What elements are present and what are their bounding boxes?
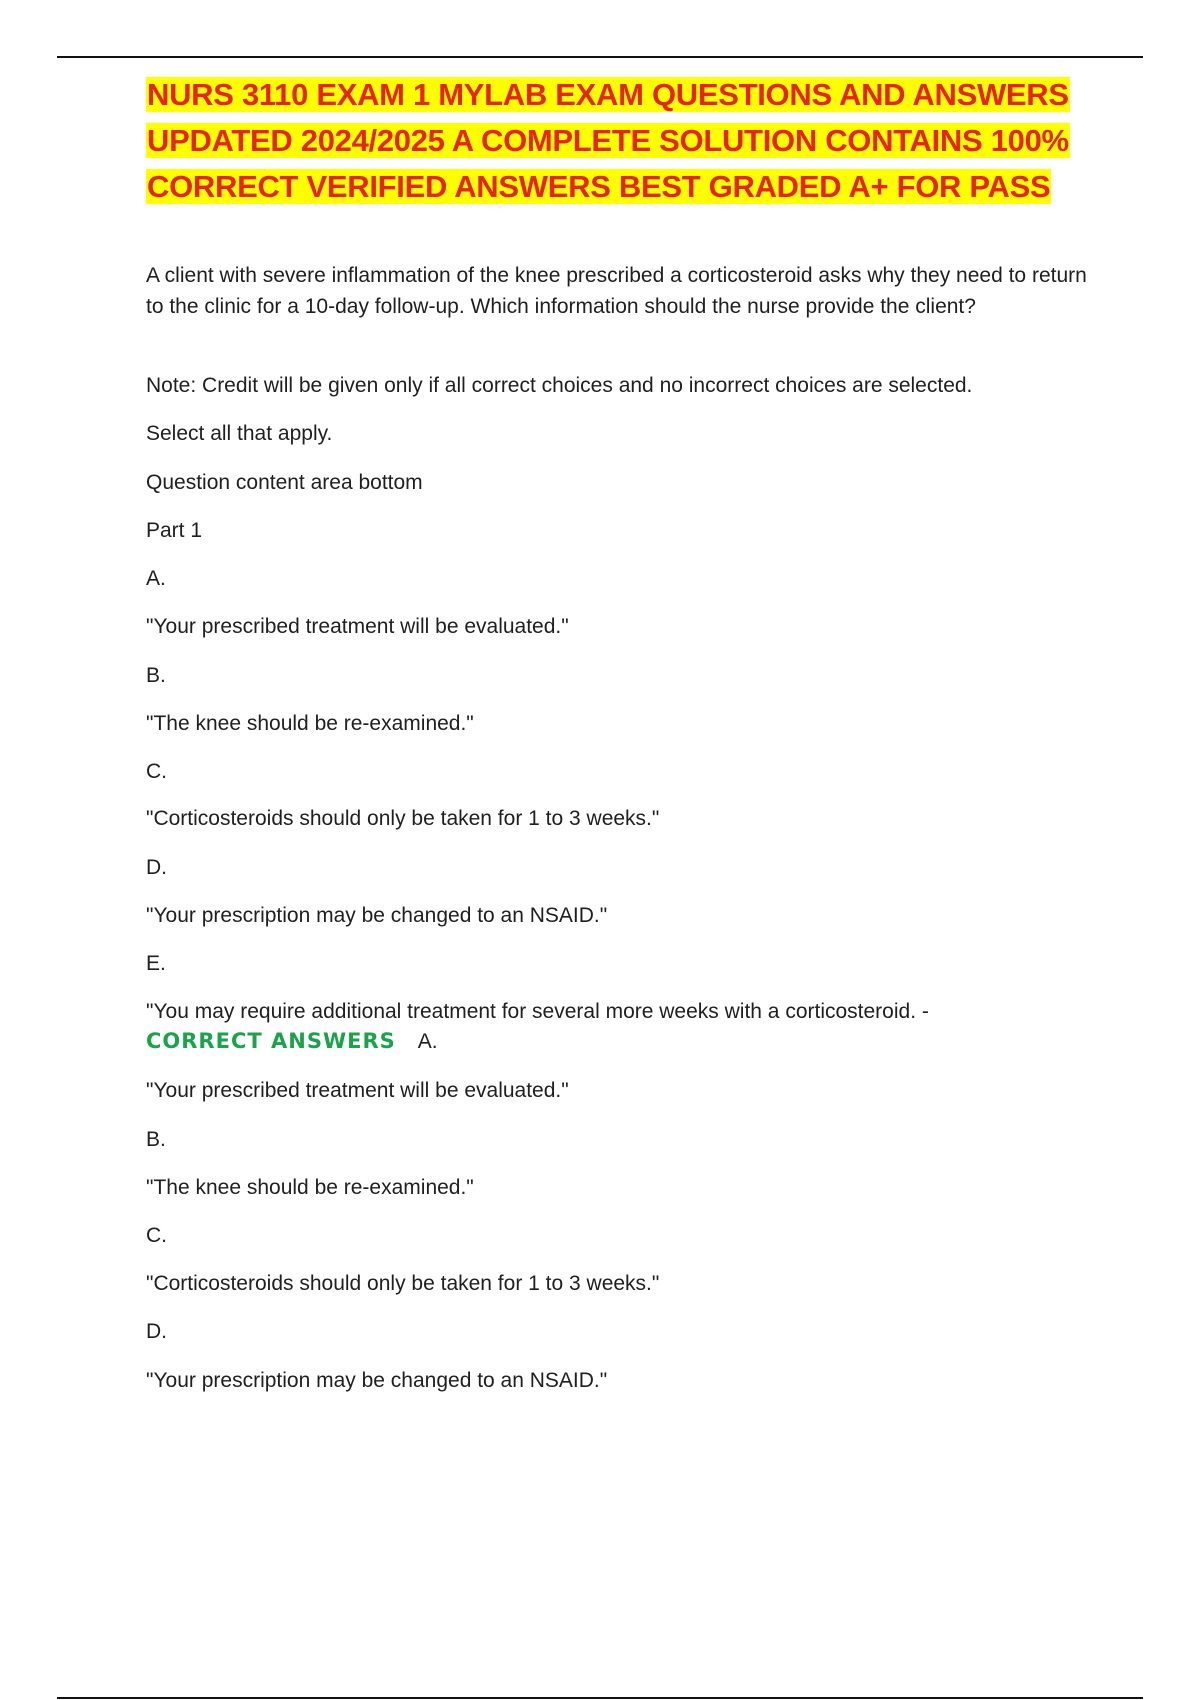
- instruction-text: Select all that apply.: [146, 422, 333, 445]
- bottom-rule: [57, 1697, 1143, 1699]
- option-letter-e: E.: [146, 952, 166, 975]
- option-text-c: "Corticosteroids should only be taken for 1 to 3 weeks.": [146, 807, 660, 830]
- answer-text-c: "Corticosteroids should only be taken for 1 to 3 weeks.": [146, 1272, 660, 1295]
- answer-letter-d: D.: [146, 1320, 167, 1343]
- answer-letter-a: A.: [417, 1030, 438, 1053]
- title-highlight: NURS 3110 EXAM 1 MYLAB EXAM QUESTIONS AND ANSWERS UPDATED 2024/2025 A COMPLETE SOLUTION CONTAINS 100% CORRECT VERIFIED ANSWERS BEST GRADED A+ FOR PASS: [147, 77, 1069, 204]
- answer-text-a: "Your prescribed treatment will be evaluated.": [146, 1079, 569, 1102]
- part-label: Part 1: [146, 519, 203, 542]
- note-text: Note: Credit will be given only if all correct choices and no incorrect choices are selected.: [146, 374, 973, 397]
- option-letter-c: C.: [146, 760, 167, 783]
- area-label: Question content area bottom: [146, 471, 423, 494]
- answer-letter-c: C.: [146, 1224, 167, 1247]
- correct-answers-line: [146, 1027, 438, 1056]
- answer-letter-b: B.: [146, 1128, 166, 1151]
- document-body: [146, 72, 1096, 322]
- option-text-d: "Your prescription may be changed to an NSAID.": [146, 904, 608, 927]
- option-letter-b: B.: [146, 664, 166, 687]
- option-text-e: "You may require additional treatment for several more weeks with a corticosteroid. -: [146, 1000, 929, 1023]
- option-text-a: "Your prescribed treatment will be evaluated.": [146, 615, 569, 638]
- correct-answers-label: CORRECT ANSWERS: [146, 1029, 396, 1053]
- document-title: [146, 72, 1096, 210]
- option-letter-d: D.: [146, 856, 167, 879]
- answer-text-d: "Your prescription may be changed to an NSAID.": [146, 1369, 608, 1392]
- top-rule: [57, 56, 1143, 58]
- option-text-b: "The knee should be re-examined.": [146, 712, 474, 735]
- option-letter-a: A.: [146, 567, 166, 590]
- question-text: A client with severe inflammation of the knee prescribed a corticosteroid asks why they need to return to the clinic for a 10-day follow-up. Which information should the nurse provide the client?: [146, 264, 1087, 318]
- answer-text-b: "The knee should be re-examined.": [146, 1176, 474, 1199]
